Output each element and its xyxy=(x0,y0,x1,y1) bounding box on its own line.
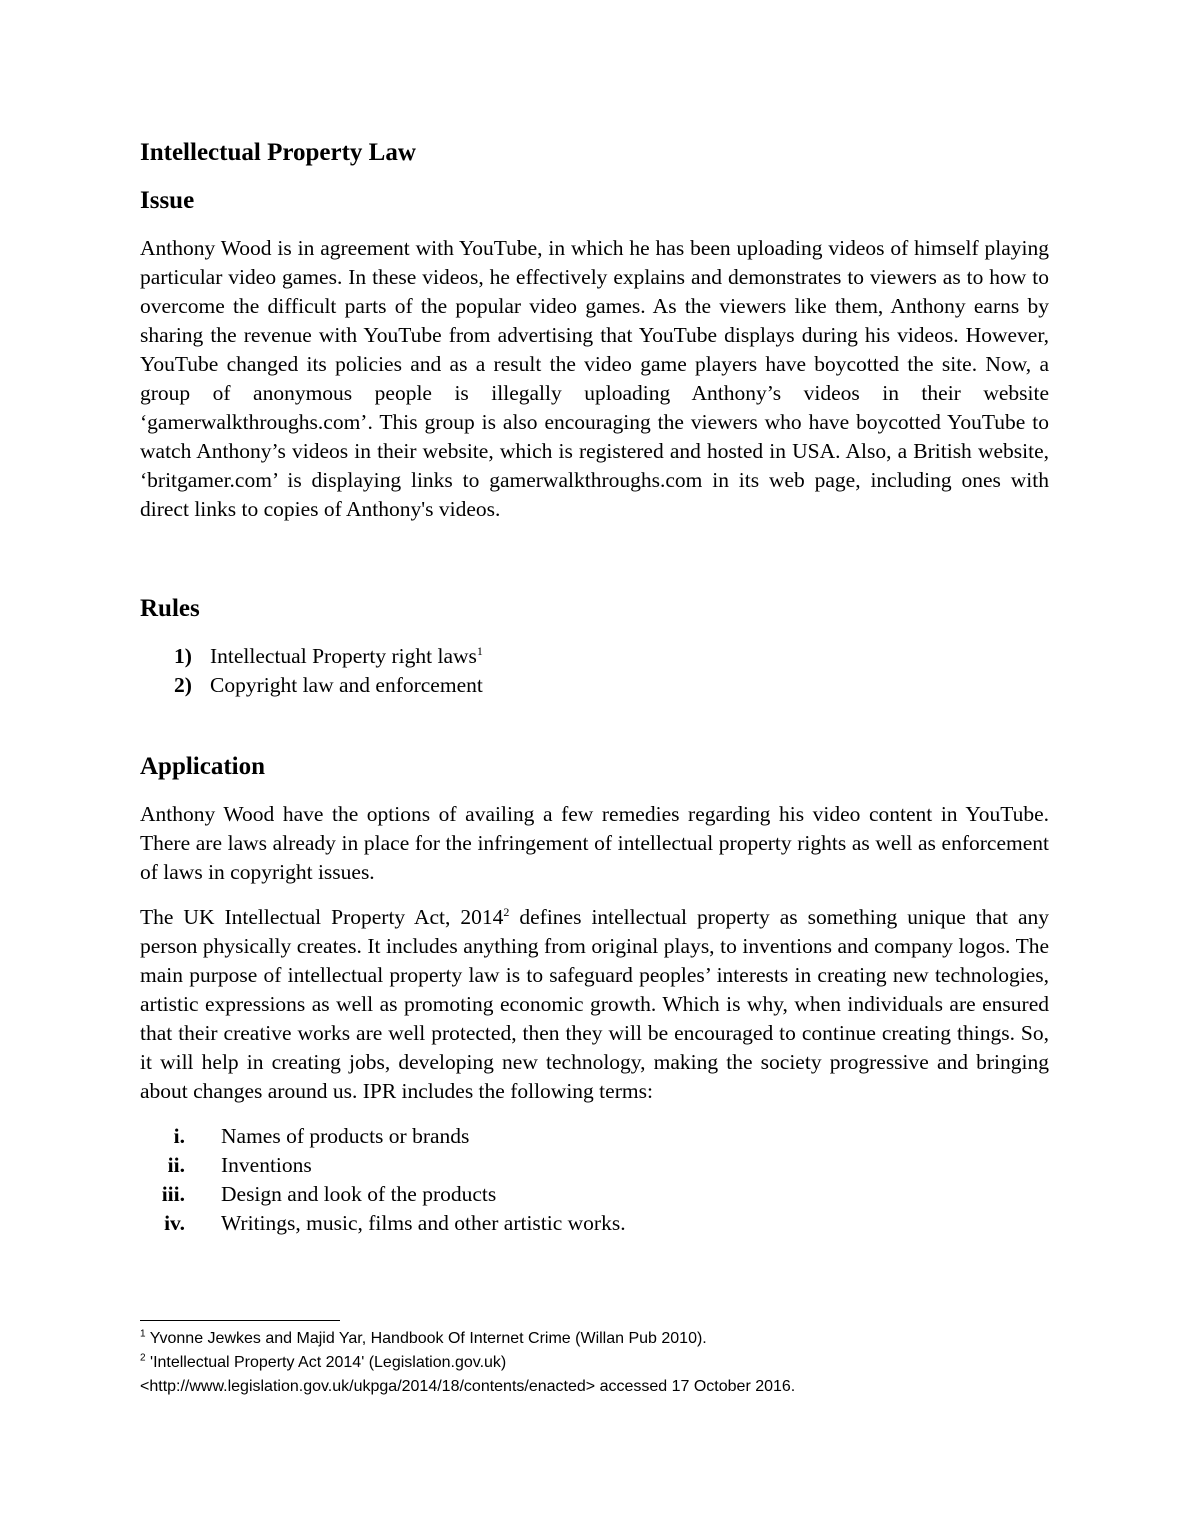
footnote-separator xyxy=(140,1320,340,1321)
rules-list-item xyxy=(140,642,1049,671)
footnote-text: 'Intellectual Property Act 2014' (Legislation.gov.uk) xyxy=(145,1354,507,1371)
rule-text: Intellectual Property right laws xyxy=(210,644,477,668)
terms-list-item xyxy=(140,1209,1049,1238)
list-number: 2) xyxy=(174,673,192,697)
footnote-continuation[interactable]: <http://www.legislation.gov.uk/ukpga/2014/18/contents/enacted> accessed 17 October 2016. xyxy=(140,1378,796,1395)
issue-paragraph: Anthony Wood is in agreement with YouTube, in which he has been uploading videos of himself playing particular video games. In these videos, he effectively explains and demonstrates to viewers as to how to overcome the difficult parts of the popular video games. As the viewers like them, Anthony earns by sharing the revenue with YouTube from advertising that YouTube displays during his videos. However, YouTube changed its policies and as a result the video game players have boycotted the site. Now, a group of anonymous people is illegally uploading Anthony’s videos in their website ‘gamerwalkthroughs.com’. This group is also encouraging the viewers who have boycotted YouTube to watch Anthony’s videos in their website, which is registered and hosted in USA. Also, a British website, ‘britgamer.com’ is displaying links to gamerwalkthroughs.com in its web page, including ones with direct links to copies of Anthony's videos. xyxy=(140,236,1049,521)
term-text: Names of products or brands xyxy=(221,1124,470,1148)
application-paragraph: Anthony Wood have the options of availing a few remedies regarding his video content in YouTube. There are laws already in place for the infringement of intellectual property rights as well as enforcement of laws in copyright issues. xyxy=(140,802,1049,884)
rules-list xyxy=(140,642,1049,700)
list-number: iv. xyxy=(164,1211,185,1235)
list-number: 1) xyxy=(174,644,192,668)
spacer xyxy=(140,700,1049,752)
rules-heading: Rules xyxy=(140,595,200,622)
list-number: i. xyxy=(173,1124,185,1148)
footnote-reference[interactable]: 2 xyxy=(503,904,510,919)
rule-text: Copyright law and enforcement xyxy=(210,673,483,697)
footnote-marker: 1 xyxy=(140,1328,146,1340)
term-text: Inventions xyxy=(221,1153,312,1177)
terms-list xyxy=(140,1122,1049,1238)
terms-list-item xyxy=(140,1151,1049,1180)
rules-list-item xyxy=(140,671,1049,700)
term-text: Writings, music, films and other artistic works. xyxy=(221,1211,626,1235)
footnote xyxy=(140,1351,1049,1375)
term-text: Design and look of the products xyxy=(221,1182,497,1206)
application-paragraph xyxy=(140,903,1049,1106)
footnote-text: Yvonne Jewkes and Majid Yar, Handbook Of Internet Crime (Willan Pub 2010). xyxy=(145,1330,707,1347)
terms-list-item xyxy=(140,1122,1049,1151)
issue-heading: Issue xyxy=(140,187,195,214)
paragraph-rest: defines intellectual property as something unique that any person physically creates. It includes anything from original plays, to inventions and company logos. The main purpose of intellectual property law is to safeguard peoples’ interests in creating new technologies, artistic expressions as well as promoting economic growth. Which is why, when individuals are ensured that their creative works are well protected, then they will be encouraged to continue creating things. So, it will help in creating jobs, developing new technology, making the society progressive and bringing about changes around us. IPR includes the following terms: xyxy=(140,905,1049,1103)
document-title: Intellectual Property Law xyxy=(140,139,416,166)
footnotes xyxy=(140,1320,1049,1399)
footnote-reference[interactable]: 1 xyxy=(476,643,483,658)
footnote-marker: 2 xyxy=(140,1352,146,1364)
application-heading: Application xyxy=(140,753,266,780)
footnote xyxy=(140,1327,1049,1351)
terms-list-item xyxy=(140,1180,1049,1209)
list-number: iii. xyxy=(161,1182,185,1206)
spacer xyxy=(140,540,1049,594)
document-page xyxy=(140,138,1049,1238)
list-number: ii. xyxy=(167,1153,185,1177)
paragraph-lead: The UK Intellectual Property Act, 2014 xyxy=(140,905,504,929)
